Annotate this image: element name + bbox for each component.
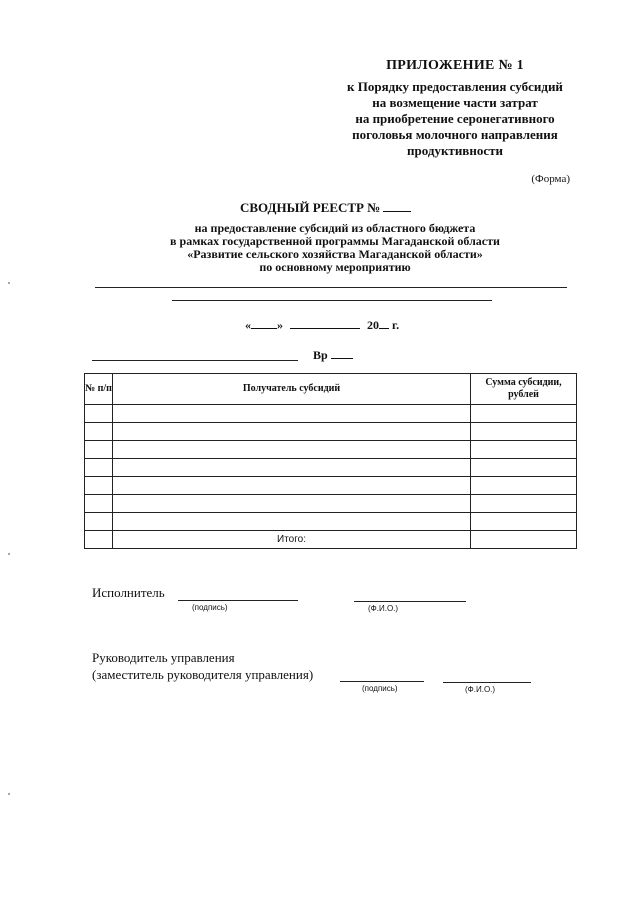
total-amount-cell[interactable] — [471, 531, 577, 549]
table-row — [85, 423, 577, 441]
table-row — [85, 441, 577, 459]
table-cell[interactable] — [85, 423, 113, 441]
table-cell[interactable] — [113, 477, 471, 495]
date-month-blank — [290, 318, 360, 329]
vr-field — [313, 348, 353, 363]
table-cell[interactable] — [85, 441, 113, 459]
executor-signature-line[interactable] — [178, 600, 298, 601]
registry-title-text: СВОДНЫЙ РЕЕСТР № — [240, 200, 381, 215]
registry-line-1: на предоставление субсидий из областного бюджета — [194, 221, 476, 235]
header-num — [85, 374, 113, 405]
header-recipient — [113, 374, 471, 405]
table-cell[interactable] — [113, 459, 471, 477]
table-cell[interactable] — [471, 459, 577, 477]
table-cell[interactable] — [113, 405, 471, 423]
date-year-blank — [379, 318, 389, 329]
date-year-prefix: 20 — [367, 318, 379, 332]
head-name-caption: (Ф.И.О.) — [465, 685, 496, 694]
table-cell[interactable] — [471, 441, 577, 459]
executor-label: Исполнитель — [92, 585, 165, 600]
scan-speck — [8, 793, 10, 795]
appendix-line-3: на приобретение серонегативного — [355, 111, 555, 126]
table-cell[interactable] — [471, 495, 577, 513]
appendix-line-1: к Порядку предоставления субсидий — [347, 79, 563, 94]
head-label-line-2: (заместитель руководителя управления) — [92, 667, 314, 682]
table-cell[interactable] — [85, 513, 113, 531]
registry-line-2: в рамках государственной программы Магаданской области — [170, 234, 500, 248]
registry-line-3: «Развитие сельского хозяйства Магаданской области» — [187, 247, 483, 261]
date-year-suffix: г. — [392, 318, 400, 332]
registry-title — [240, 200, 411, 216]
vr-left-line — [92, 360, 298, 361]
date-close-quote: » — [277, 318, 283, 332]
table-cell[interactable] — [471, 513, 577, 531]
table-cell[interactable] — [85, 405, 113, 423]
table-row — [85, 477, 577, 495]
table-header-row — [85, 374, 577, 405]
total-label: Итого: — [113, 531, 471, 549]
head-name-line[interactable] — [443, 682, 531, 683]
table-cell[interactable] — [113, 423, 471, 441]
head-signature-line[interactable] — [340, 681, 424, 682]
appendix-title: ПРИЛОЖЕНИЕ № 1 — [386, 58, 524, 73]
table-cell[interactable] — [471, 477, 577, 495]
executor-signature-caption: (подпись) — [192, 603, 228, 612]
executor-name-line[interactable] — [354, 601, 466, 602]
scan-speck — [8, 282, 10, 284]
table-cell[interactable] — [471, 423, 577, 441]
total-num-cell — [85, 531, 113, 549]
scan-speck — [8, 553, 10, 555]
head-signature-caption: (подпись) — [362, 684, 398, 693]
vr-label: Вр — [313, 348, 328, 362]
appendix-line-5: продуктивности — [407, 143, 503, 158]
table-cell[interactable] — [85, 495, 113, 513]
appendix-line-4: поголовья молочного направления — [352, 127, 558, 142]
table-row — [85, 495, 577, 513]
event-name-line-2 — [172, 300, 492, 301]
table-row — [85, 405, 577, 423]
registry-table — [84, 373, 577, 549]
form-note: (Форма) — [531, 173, 570, 185]
head-label-line-1: Руководитель управления — [92, 650, 235, 665]
date-day-blank — [251, 318, 277, 329]
table-cell[interactable] — [113, 495, 471, 513]
header-amount-text: Сумма субсидии, рублей — [485, 377, 562, 400]
table-cell[interactable] — [85, 459, 113, 477]
date-line — [245, 318, 399, 333]
registry-line-4: по основному мероприятию — [259, 260, 411, 274]
date-open-quote: « — [245, 318, 251, 332]
table-row — [85, 513, 577, 531]
total-row — [85, 531, 577, 549]
event-name-line-1 — [95, 287, 567, 288]
vr-blank — [331, 348, 353, 359]
table-cell[interactable] — [113, 441, 471, 459]
header-amount — [471, 374, 577, 405]
table-row — [85, 459, 577, 477]
header-recipient-text: Получатель субсидий — [242, 383, 341, 394]
appendix-line-2: на возмещение части затрат — [372, 95, 538, 110]
table-cell[interactable] — [471, 405, 577, 423]
table-cell[interactable] — [113, 513, 471, 531]
header-num-text: № п/п — [85, 383, 112, 394]
registry-number-blank — [383, 201, 411, 212]
executor-name-caption: (Ф.И.О.) — [368, 604, 399, 613]
table-cell[interactable] — [85, 477, 113, 495]
